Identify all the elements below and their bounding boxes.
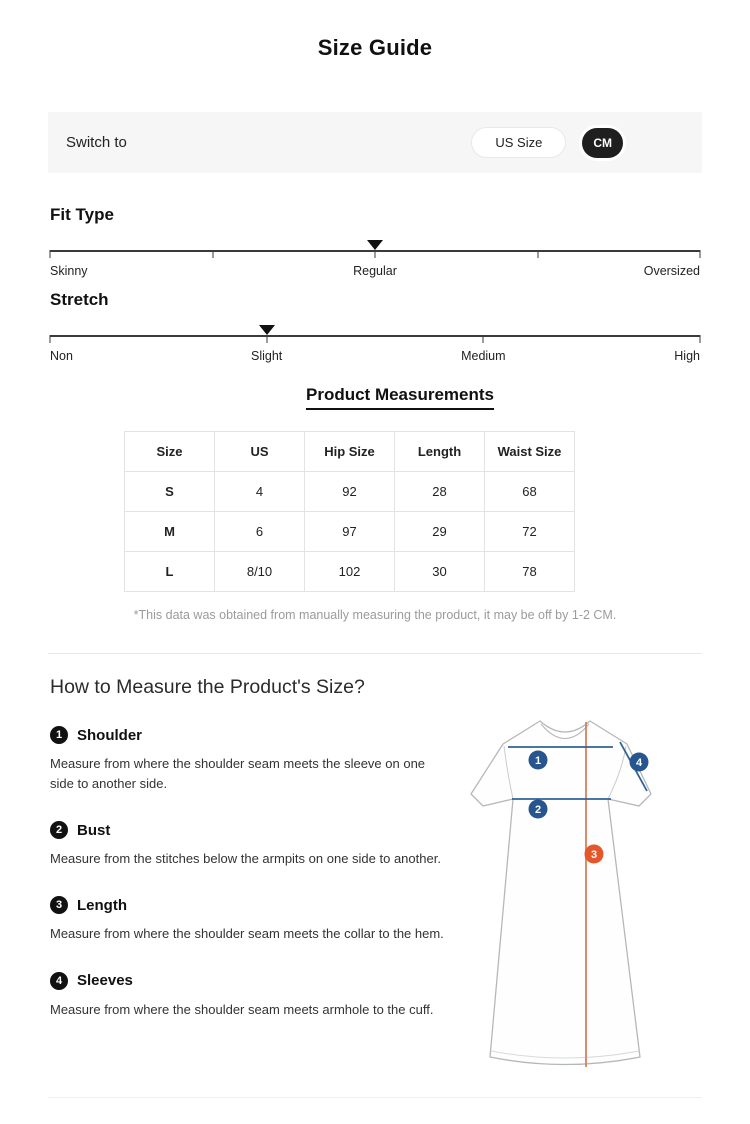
product-measurements-heading-wrap: [0, 385, 750, 410]
cell-size-l: L: [125, 552, 215, 592]
stretch-scale: [50, 335, 700, 337]
cell-length: 30: [395, 552, 485, 592]
switch-to-label: Switch to: [66, 134, 127, 151]
fit-type-section: [50, 205, 700, 364]
stretch-tick: [700, 335, 701, 343]
measure-item-description: Measure from the stitches below the armpits on one side to another.: [50, 851, 441, 867]
col-header-hip: Hip Size: [305, 432, 395, 472]
fit-label-oversized: Oversized: [643, 264, 700, 278]
diagram-badge-4-number: 4: [635, 757, 643, 769]
measure-item-header: [50, 896, 450, 914]
stretch-label-high: High: [674, 349, 700, 363]
col-header-us: US: [215, 432, 305, 472]
measure-item-shoulder: [50, 726, 450, 794]
measure-item-label: Sleeves: [77, 972, 133, 990]
fit-label-skinny: Skinny: [50, 264, 88, 278]
switch-bar: [48, 112, 702, 173]
fit-type-title: Fit Type: [50, 205, 114, 224]
measure-item-label: Length: [77, 896, 127, 914]
number-badge-3: 3: [50, 896, 68, 914]
measure-item-header: [50, 821, 450, 839]
measure-item-description: Measure from where the shoulder seam meets the collar to the hem.: [50, 926, 444, 942]
stretch-tick: [266, 335, 267, 343]
diagram-badge-1: [529, 751, 548, 770]
measure-item-header: [50, 726, 450, 744]
number-badge-4: 4: [50, 972, 68, 990]
bottom-divider: [48, 1097, 702, 1098]
cell-hip: 97: [305, 512, 395, 552]
measure-item-length: [50, 896, 450, 944]
fit-tick: [50, 250, 51, 258]
diagram-badge-2: [529, 800, 548, 819]
col-header-size: Size: [125, 432, 215, 472]
cm-unit-button[interactable]: CM: [582, 128, 623, 158]
fit-tick: [375, 250, 376, 258]
diagram-badge-3: [585, 845, 604, 864]
dress-outline: [471, 721, 651, 1065]
cell-us: 4: [215, 472, 305, 512]
cell-length: 28: [395, 472, 485, 512]
cell-waist: 72: [485, 512, 575, 552]
number-badge-1: 1: [50, 726, 68, 744]
how-to-measure-section: [50, 654, 700, 1108]
cell-waist: 78: [485, 552, 575, 592]
diagram-badge-3-number: 3: [590, 849, 598, 861]
number-badge-2: 2: [50, 821, 68, 839]
measure-item-description: Measure from where the shoulder seam meets the sleeve on one side to another side.: [50, 756, 426, 792]
diagram-badge-2-number: 2: [534, 804, 542, 816]
fit-tick: [700, 250, 701, 258]
col-header-length: Length: [395, 432, 485, 472]
cell-us: 8/10: [215, 552, 305, 592]
diagram-badge-1-number: 1: [534, 755, 542, 767]
stretch-title: Stretch: [50, 290, 109, 309]
diagram-badge-4: [630, 753, 649, 772]
cell-us: 6: [215, 512, 305, 552]
measure-item-bust: [50, 821, 450, 869]
stretch-tick: [483, 335, 484, 343]
measurement-disclaimer: *This data was obtained from manually measuring the product, it may be off by 1-2 CM.: [133, 608, 617, 622]
cell-waist: 68: [485, 472, 575, 512]
fit-tick: [212, 250, 213, 258]
measurements-table: [124, 431, 575, 592]
stretch-label-medium: Medium: [461, 349, 506, 363]
cell-size-s: S: [125, 472, 215, 512]
table-row: [125, 472, 575, 512]
table-header-row: [125, 432, 575, 472]
col-header-waist: Waist Size: [485, 432, 575, 472]
measure-item-label: Bust: [77, 821, 111, 839]
fit-type-scale: [50, 250, 700, 252]
cell-size-m: M: [125, 512, 215, 552]
fit-label-regular: Regular: [353, 264, 397, 278]
cell-length: 29: [395, 512, 485, 552]
stretch-labels: [50, 349, 700, 364]
fit-type-labels: [50, 264, 700, 279]
page-title: Size Guide: [317, 35, 433, 60]
table-row: [125, 512, 575, 552]
stretch-label-slight: Slight: [251, 349, 283, 363]
measure-item-header: [50, 972, 450, 990]
cell-hip: 92: [305, 472, 395, 512]
table-row: [125, 552, 575, 592]
stretch-marker-icon: [259, 325, 275, 335]
how-to-measure-title: How to Measure the Product's Size?: [50, 676, 365, 698]
fit-tick: [537, 250, 538, 258]
measure-item-label: Shoulder: [77, 726, 143, 744]
dress-measurement-diagram: [455, 701, 665, 1081]
stretch-label-non: Non: [50, 349, 73, 363]
stretch-tick: [50, 335, 51, 343]
measure-item-description: Measure from where the shoulder seam meets armhole to the cuff.: [50, 1001, 434, 1017]
measure-item-sleeves: [50, 972, 450, 1020]
fit-type-marker-icon: [367, 240, 383, 250]
us-size-button[interactable]: US Size: [471, 127, 566, 158]
product-measurements-title: Product Measurements: [306, 385, 494, 410]
cell-hip: 102: [305, 552, 395, 592]
